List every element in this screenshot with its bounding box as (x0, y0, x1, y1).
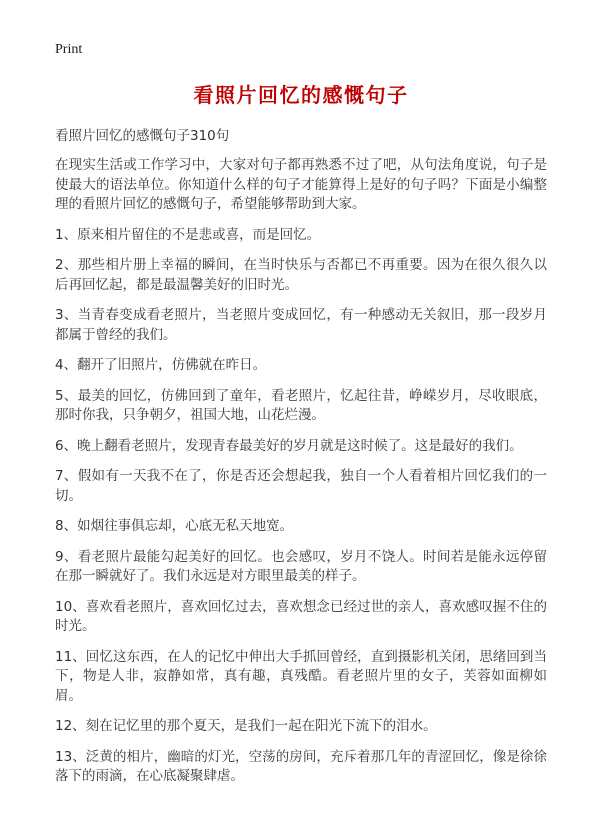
sentence-item-5: 5、最美的回忆，仿佛回到了童年，看老照片，忆起往昔，峥嵘岁月，尽收眼底，那时你我，只争朝夕，祖国大地，山花烂漫。 (55, 387, 547, 423)
print-button[interactable]: Print (55, 42, 83, 57)
sentence-item-6: 6、晚上翻看老照片，发现青春最美好的岁月就是这时候了。这是最好的我们。 (55, 437, 523, 454)
intro-paragraph: 在现实生活或工作学习中，大家对句子都再熟悉不过了吧，从句法角度说，句子是使最大的语法单位。你知道什么样的句子才能算得上是好的句子吗？下面是小编整理的看照片回忆的感慨句子，希望能够帮助到大家。 (55, 157, 547, 212)
sentence-item-1: 1、原来相片留住的不是悲或喜，而是回忆。 (55, 226, 321, 243)
sentence-item-7: 7、假如有一天我不在了，你是否还会想起我，独自一个人看着相片回忆我们的一切。 (55, 468, 547, 504)
sentence-item-4: 4、翻开了旧照片，仿佛就在昨日。 (55, 357, 267, 373)
page-title: 看照片回忆的感慨句子 (193, 83, 409, 107)
sentence-item-10: 10、喜欢看老照片，喜欢回忆过去，喜欢想念已经过世的亲人，喜欢感叹握不住的时光。 (55, 598, 547, 634)
sentence-item-3: 3、当青春变成看老照片，当老照片变成回忆，有一种感动无关叙旧，那一段岁月都属于曾经的我们。 (55, 307, 547, 343)
sentence-item-2: 2、那些相片册上幸福的瞬间，在当时快乐与否都已不再重要。因为在很久很久以后再回忆起，都是最温馨美好的旧时光。 (55, 257, 547, 293)
subtitle: 看照片回忆的感慨句子310句 (55, 128, 230, 144)
sentence-item-9: 9、看老照片最能勾起美好的回忆。也会感叹，岁月不饶人。时间若是能永远停留在那一瞬就好了。我们永远是对方眼里最美的样子。 (55, 548, 547, 584)
sentence-item-12: 12、刻在记忆里的那个夏天，是我们一起在阳光下流下的泪水。 (55, 718, 437, 734)
sentence-item-11: 11、回忆这东西，在人的记忆中伸出大手抓回曾经，直到摄影机关闭，思绪回到当下，物是人非，寂静如常，真有趣，真残酷。看老照片里的女子，芙蓉如面柳如眉。 (55, 648, 547, 704)
sentence-item-13: 13、泛黄的相片，幽暗的灯光，空荡的房间，充斥着那几年的青涩回忆，像是徐徐落下的雨滴，在心底凝聚肆虐。 (55, 748, 547, 784)
sentence-item-8: 8、如烟往事俱忘却，心底无私天地宽。 (55, 518, 294, 534)
